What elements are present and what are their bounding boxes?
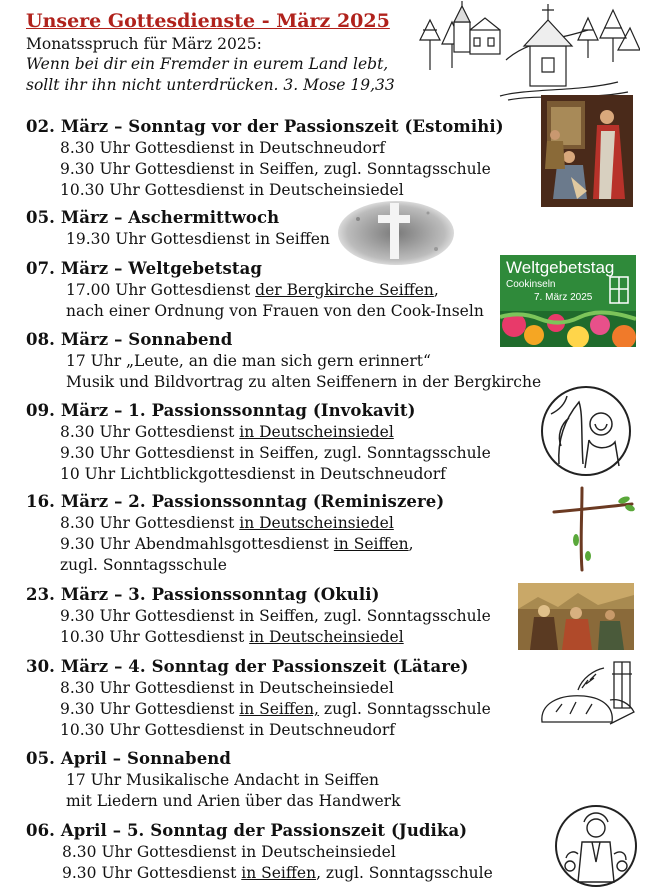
- event-line-underlined: der Bergkirche Seiffen: [255, 281, 434, 299]
- event-heading: 05. März – Aschermittwoch: [26, 208, 280, 227]
- event-heading: 23. März – 3. Passionssonntag (Okuli): [26, 585, 380, 604]
- bread-cross-icon: [538, 660, 636, 730]
- event-item: [26, 258, 484, 322]
- event-line: mit Liedern und Arien über das Handwerk: [66, 792, 401, 810]
- event-item: [26, 748, 400, 812]
- event-line: zugl. Sonntagsschule: [60, 556, 227, 574]
- event-line: 9.30 Uhr Gottesdienst in Seiffen, zugl. Sonntagsschule: [60, 444, 491, 462]
- event-line-underlined: in Seiffen,: [239, 700, 319, 718]
- event-item: [26, 400, 491, 485]
- event-line: 9.30 Uhr Gottesdienst in Seiffen, zugl. Sonntagsschule: [60, 607, 491, 625]
- event-line-underlined: in Deutscheinsiedel: [239, 514, 394, 532]
- event-item: [26, 329, 541, 393]
- event-line: 17 Uhr „Leute, an die man sich gern erinnert“: [66, 352, 431, 370]
- event-line-underlined: in Deutscheinsiedel: [249, 628, 404, 646]
- event-heading: 07. März – Weltgebetstag: [26, 259, 263, 278]
- badge-place: Cookinseln: [506, 279, 556, 290]
- judika-circle-icon: [554, 802, 638, 890]
- event-line: 8.30 Uhr Gottesdienst in Deutscheinsiedel: [60, 679, 394, 697]
- event-line: 8.30 Uhr Gottesdienst in Deutschneudorf: [60, 139, 386, 157]
- event-line-underlined: in Deutscheinsiedel: [239, 423, 394, 441]
- temptation-circle-icon: [539, 384, 633, 478]
- event-line: 10.30 Uhr Gottesdienst in Deutschneudorf: [60, 721, 395, 739]
- event-heading: 06. April – 5. Sonntag der Passionszeit (Judika): [26, 821, 468, 840]
- page-title: Unsere Gottesdienste - März 2025: [26, 10, 390, 32]
- jesus-painting-icon: [541, 95, 633, 207]
- monatsspruch-line: sollt ihr ihn nicht unterdrücken. 3. Mose 19,33: [26, 76, 395, 94]
- event-line: 9.30 Uhr Gottesdienst in Seiffen, zugl. Sonntagsschule: [60, 700, 491, 718]
- event-line: 17 Uhr Musikalische Andacht in Seiffen: [66, 771, 380, 789]
- event-item: [26, 584, 491, 648]
- monatsspruch-text: [26, 54, 395, 96]
- church-sketch-icon: [418, 0, 640, 108]
- event-line: 19.30 Uhr Gottesdienst in Seiffen: [66, 230, 330, 248]
- event-heading: 08. März – Sonnabend: [26, 330, 233, 349]
- event-item: [26, 820, 493, 884]
- okuli-painting-icon: [518, 583, 634, 650]
- event-heading: 09. März – 1. Passionssonntag (Invokavit): [26, 401, 416, 420]
- event-item: [26, 656, 491, 741]
- event-line-underlined: in Seiffen: [241, 864, 317, 882]
- event-line-underlined: in Seiffen: [333, 535, 409, 553]
- event-line: 10.30 Uhr Gottesdienst in Deutscheinsiedel: [60, 628, 404, 646]
- event-line: 8.30 Uhr Gottesdienst in Deutscheinsiedel: [60, 423, 394, 441]
- badge-date: 7. März 2025: [534, 292, 593, 303]
- branch-cross-icon: [552, 486, 636, 572]
- event-line: 10 Uhr Lichtblickgottesdienst in Deutschneudorf: [60, 465, 446, 483]
- event-heading: 05. April – Sonnabend: [26, 749, 232, 768]
- monatsspruch-line: Wenn bei dir ein Fremder in eurem Land lebt,: [26, 55, 389, 73]
- event-line: Musik und Bildvortrag zu alten Seiffenern in der Bergkirche: [66, 373, 542, 391]
- event-line: 17.00 Uhr Gottesdienst der Bergkirche Seiffen,: [66, 281, 439, 299]
- event-line: 10.30 Uhr Gottesdienst in Deutscheinsiedel: [60, 181, 404, 199]
- event-item: [26, 116, 504, 201]
- event-heading: 02. März – Sonntag vor der Passionszeit (Estomihi): [26, 117, 504, 136]
- event-item: [26, 491, 444, 576]
- event-line: 8.30 Uhr Gottesdienst in Deutscheinsiedel: [60, 514, 394, 532]
- event-line: 9.30 Uhr Abendmahlsgottesdienst in Seiffen,: [60, 535, 414, 553]
- event-line: 9.30 Uhr Gottesdienst in Seiffen, zugl. Sonntagsschule: [60, 160, 491, 178]
- event-line: nach einer Ordnung von Frauen von den Cook-Inseln: [66, 302, 484, 320]
- badge-title: Weltgebetstag: [506, 258, 615, 277]
- ash-cross-icon: [338, 199, 466, 267]
- event-item: [26, 207, 330, 250]
- event-heading: 16. März – 2. Passionssonntag (Reminiszere): [26, 492, 445, 511]
- event-heading: 30. März – 4. Sonntag der Passionszeit (Lätare): [26, 657, 469, 676]
- event-line: 9.30 Uhr Gottesdienst in Seiffen, zugl. Sonntagsschule: [62, 864, 493, 882]
- event-line: 8.30 Uhr Gottesdienst in Deutscheinsiedel: [62, 843, 396, 861]
- monatsspruch-label: Monatsspruch für März 2025:: [26, 35, 262, 53]
